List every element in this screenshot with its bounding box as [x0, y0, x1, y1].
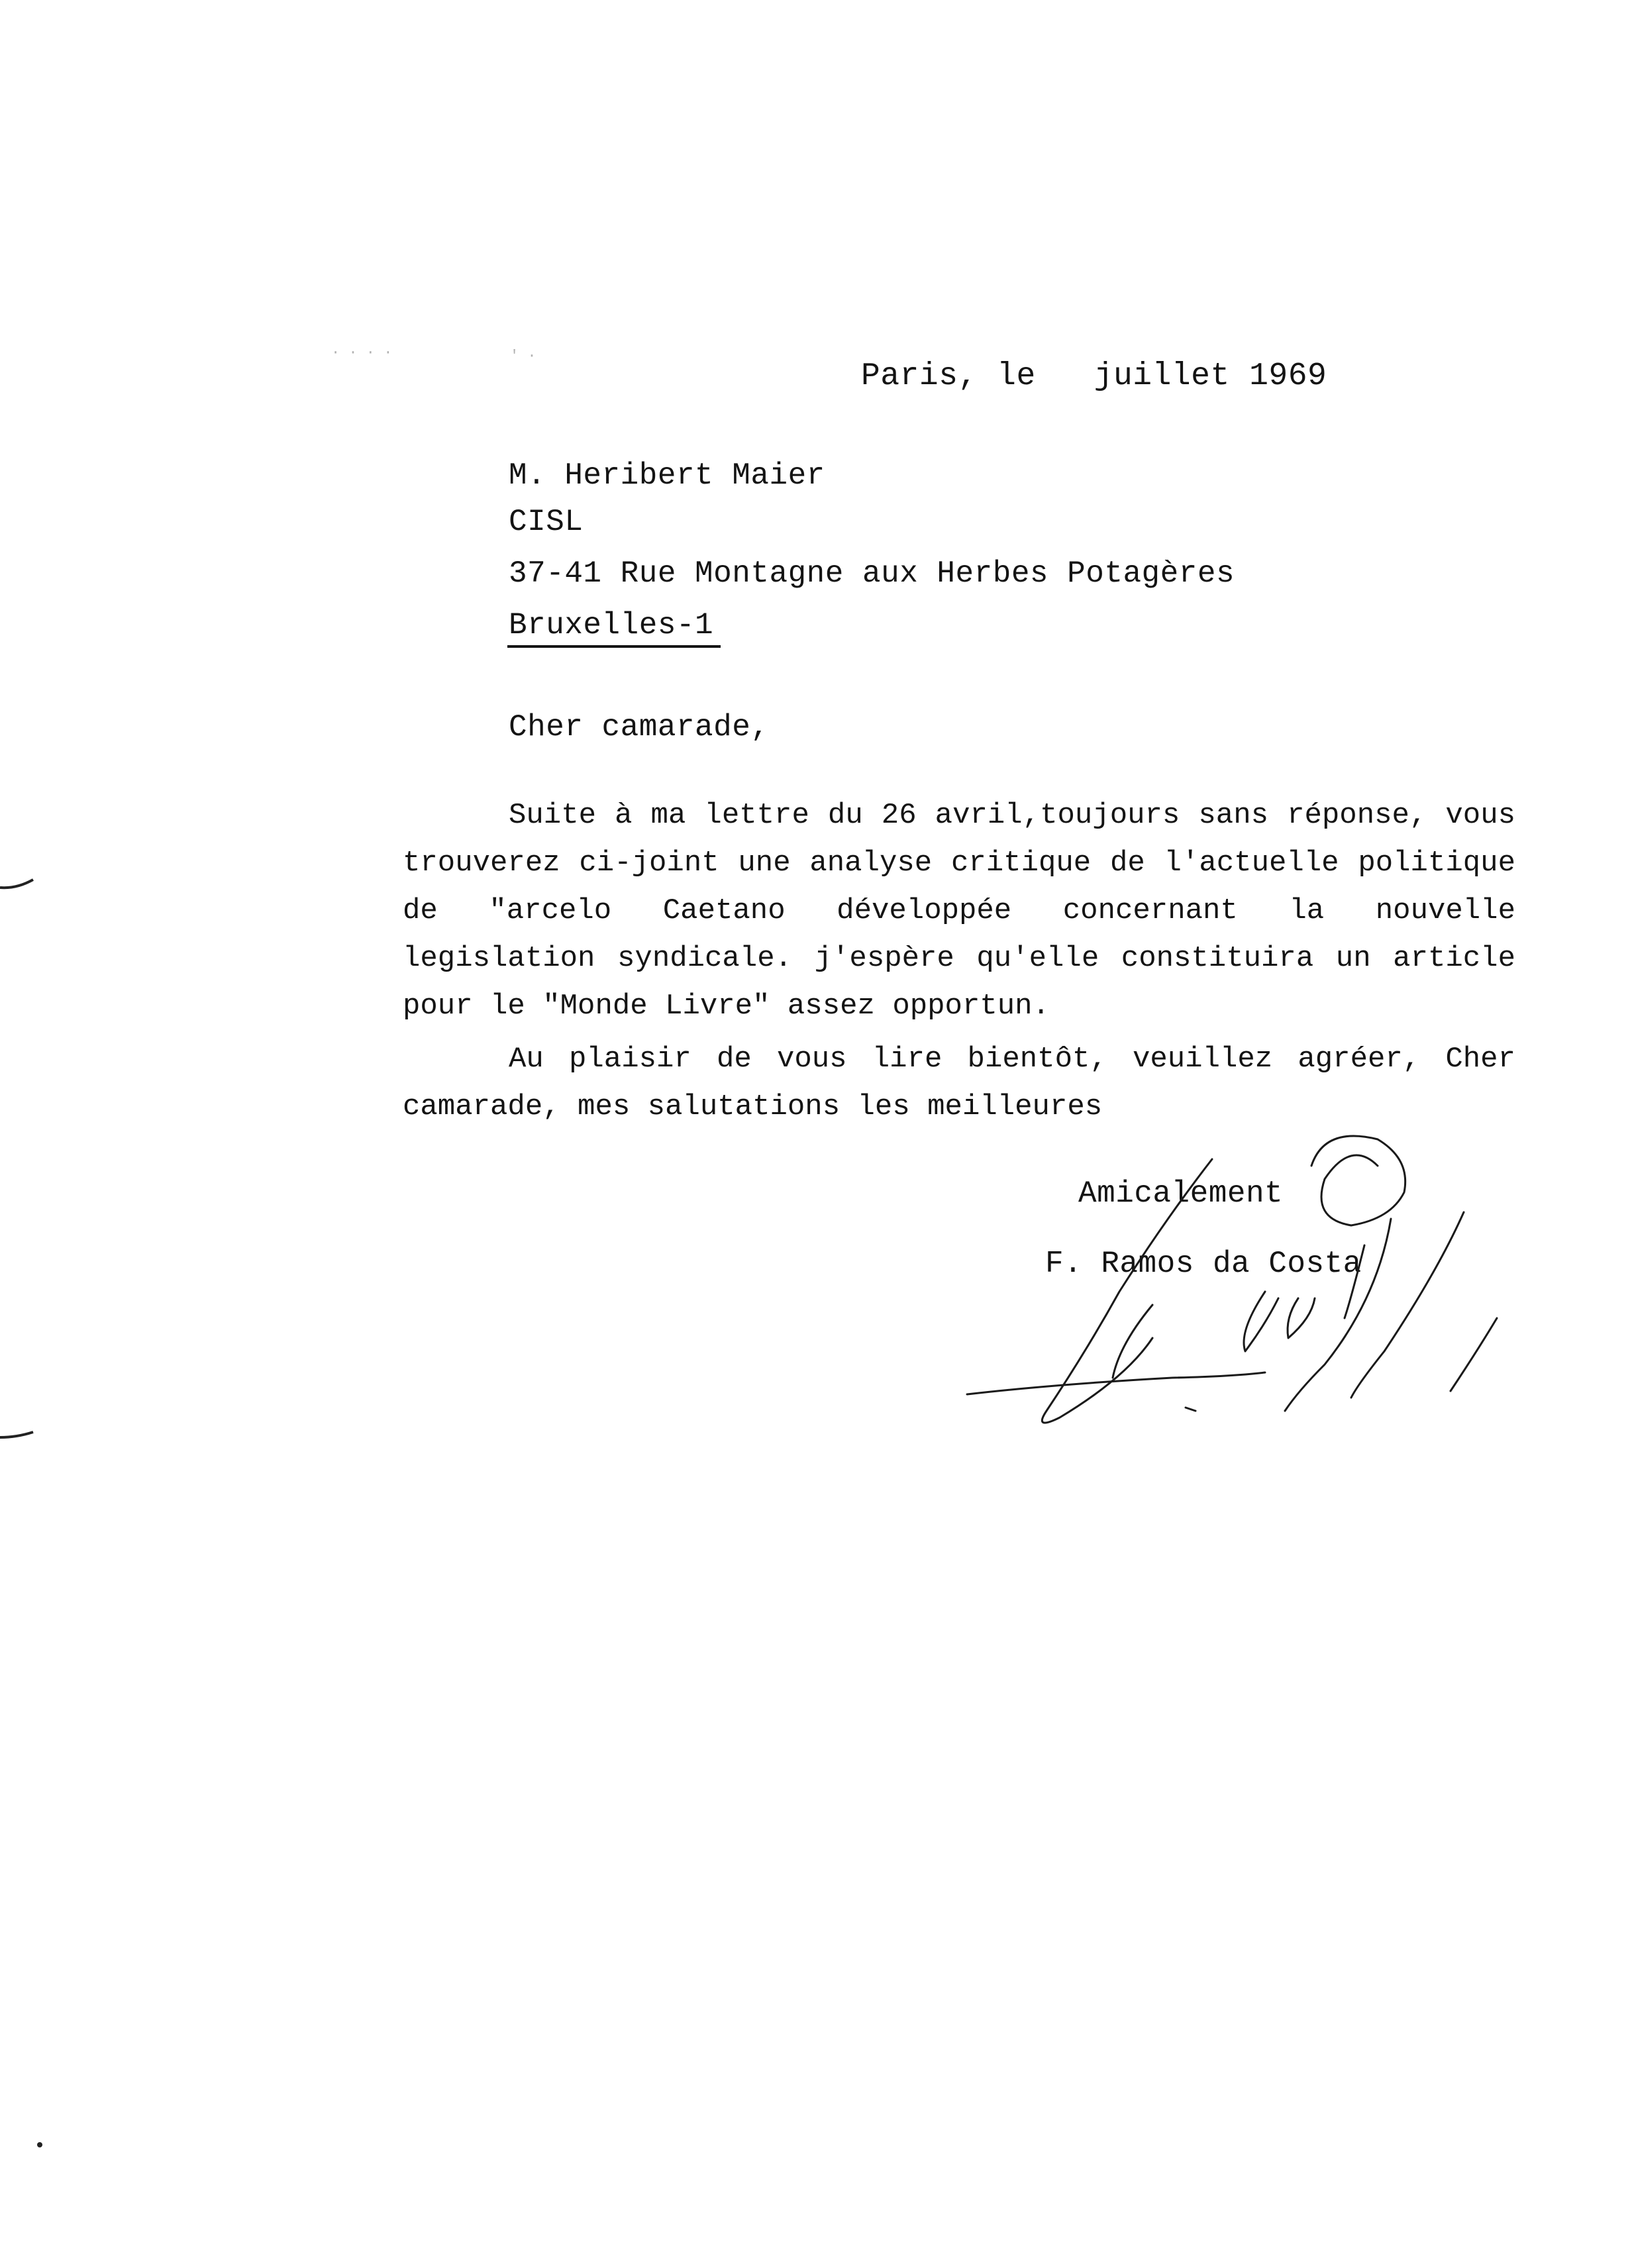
date-line: Paris, le juillet 1969: [861, 358, 1327, 394]
recipient-name: M. Heribert Maier: [509, 458, 825, 493]
recipient-street: 37-41 Rue Montagne aux Herbes Potagères: [509, 556, 1235, 591]
scan-speckle: ' ·: [510, 348, 536, 364]
salutation: Cher camarade,: [509, 710, 770, 745]
body-paragraph-1: Suite à ma lettre du 26 avril,toujours sans réponse, vous trouverez ci-joint une analyse critique de l'actuelle politique de "arcelo Caetano développée concernant la nouvelle legislation syndicale. j'espère qu'elle constituira un article pour le "Monde Livre" assez opportun.: [403, 799, 1515, 1023]
city-underline: [507, 645, 721, 648]
recipient-city: Bruxelles-1: [509, 608, 714, 643]
scan-speckle: · · · ·: [331, 344, 393, 361]
punch-mark-icon: [0, 1424, 40, 1451]
punch-mark-icon: [0, 874, 40, 901]
speck-icon: [34, 2138, 48, 2151]
sender-name: F. Ramos da Costa: [1045, 1247, 1362, 1281]
body-paragraph-2: Au plaisir de vous lire bientôt, veuillez agréer, Cher camarade, mes salutations les meilleures: [403, 1043, 1515, 1123]
recipient-organization: CISL: [509, 505, 584, 539]
signature-icon: [954, 1100, 1550, 1470]
closing: Amicalement: [1078, 1176, 1284, 1211]
letter-body: [403, 792, 1515, 1136]
